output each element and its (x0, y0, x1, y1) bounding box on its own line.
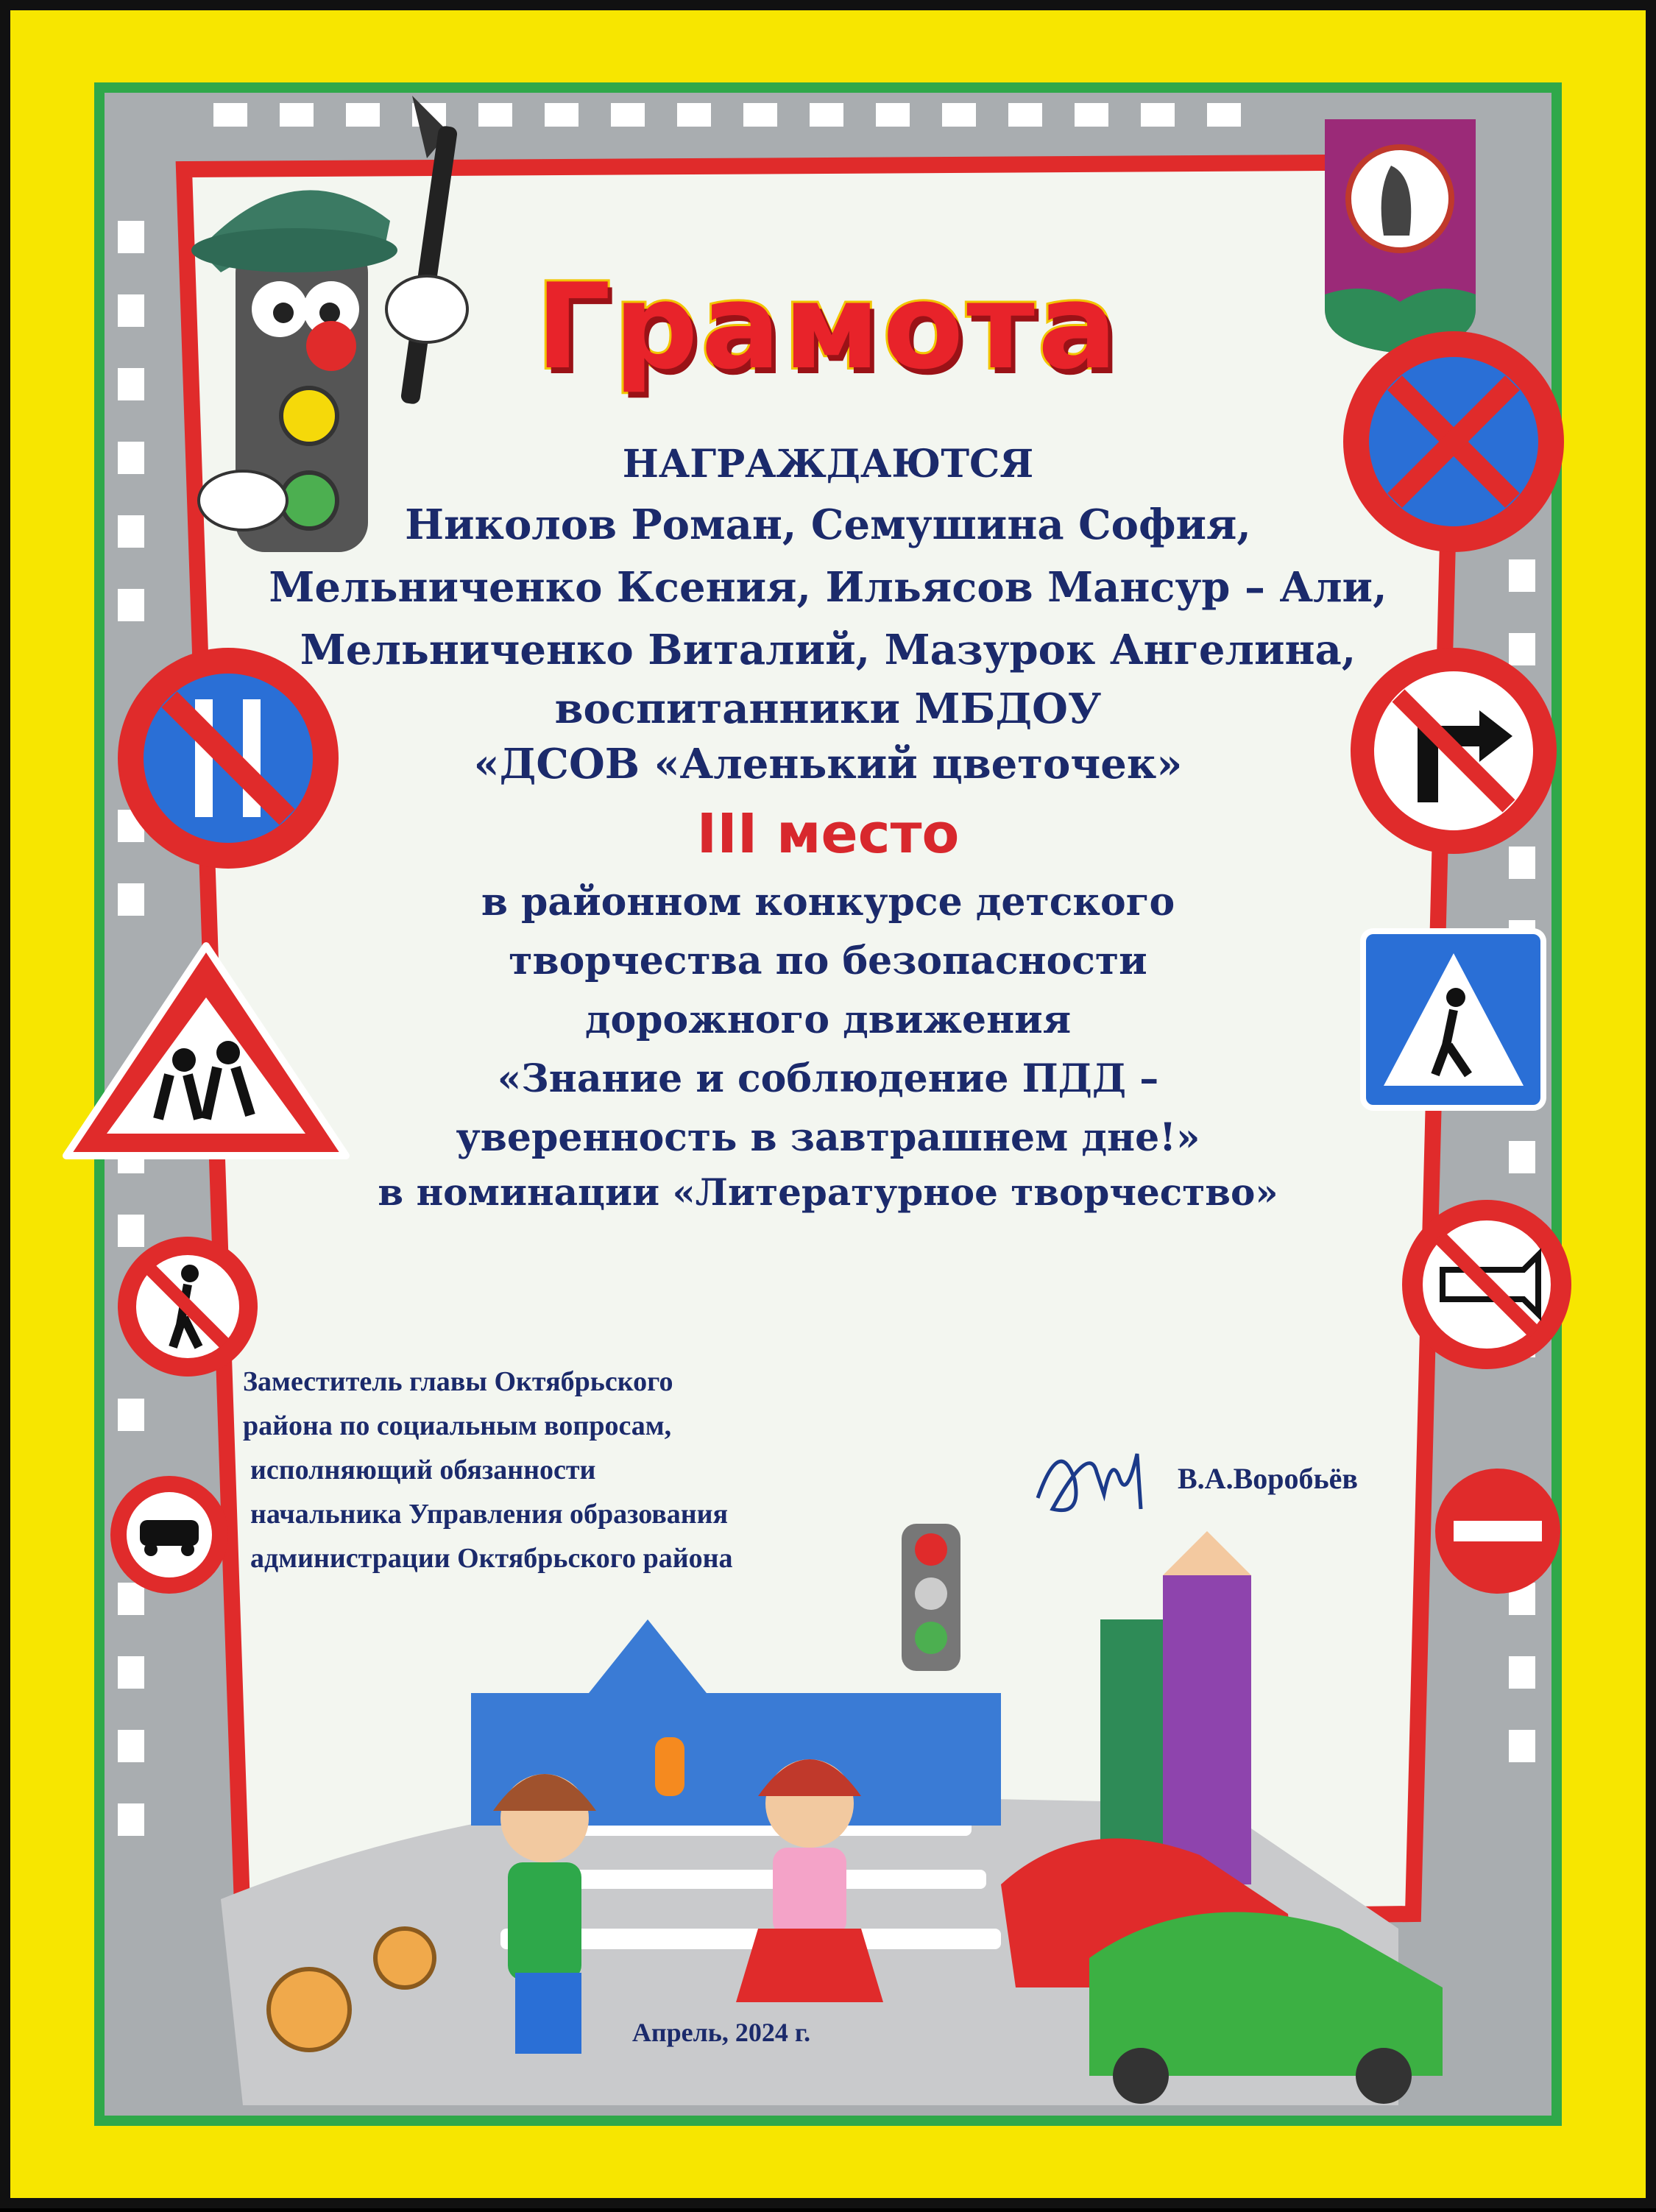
contest-line: в районном конкурсе детского (481, 880, 1175, 925)
nomination-line: в номинации «Литературное творчество» (378, 1170, 1278, 1214)
contest-line: дорожного движения (584, 997, 1072, 1042)
place-award: III место (696, 802, 960, 866)
contest-line: уверенность в завтрашнем дне!» (456, 1115, 1200, 1160)
recipient-line: Николов Роман, Семушина София, (405, 501, 1251, 549)
awarded-heading: НАГРАЖДАЮТСЯ (622, 442, 1034, 487)
contest-line: «Знание и соблюдение ПДД – (497, 1056, 1159, 1101)
no-entry-sign (1435, 1469, 1560, 1594)
recipient-line: воспитанники МБДОУ (554, 685, 1102, 733)
issue-date: Апрель, 2024 г. (631, 2018, 811, 2047)
signatory-name: В.А.Воробьёв (1178, 1462, 1358, 1495)
signatory-line: исполняющий обязанности (250, 1455, 596, 1485)
district-emblem (1325, 119, 1476, 353)
contest-line: творчества по безопасности (509, 939, 1147, 983)
recipient-line: Мельниченко Ксения, Ильясов Мансур – Али, (269, 563, 1387, 612)
certificate-title: Грамота (536, 258, 1120, 395)
recipient-line: Мельниченко Виталий, Мазурок Ангелина, (300, 626, 1356, 674)
signatory-line: администрации Октябрьского района (250, 1543, 733, 1574)
signatory-line: Заместитель главы Октябрьского (243, 1366, 673, 1397)
no-cars-sign (110, 1476, 228, 1594)
no-pedestrians-sign (118, 1237, 258, 1377)
signatory-line: района по социальным вопросам, (243, 1410, 672, 1441)
no-horn-sign (1402, 1200, 1571, 1369)
signatory-title-block (243, 1365, 905, 1586)
recipient-line: «ДСОВ «Аленький цветочек» (473, 740, 1183, 788)
signatory-line: начальника Управления образования (250, 1499, 729, 1530)
